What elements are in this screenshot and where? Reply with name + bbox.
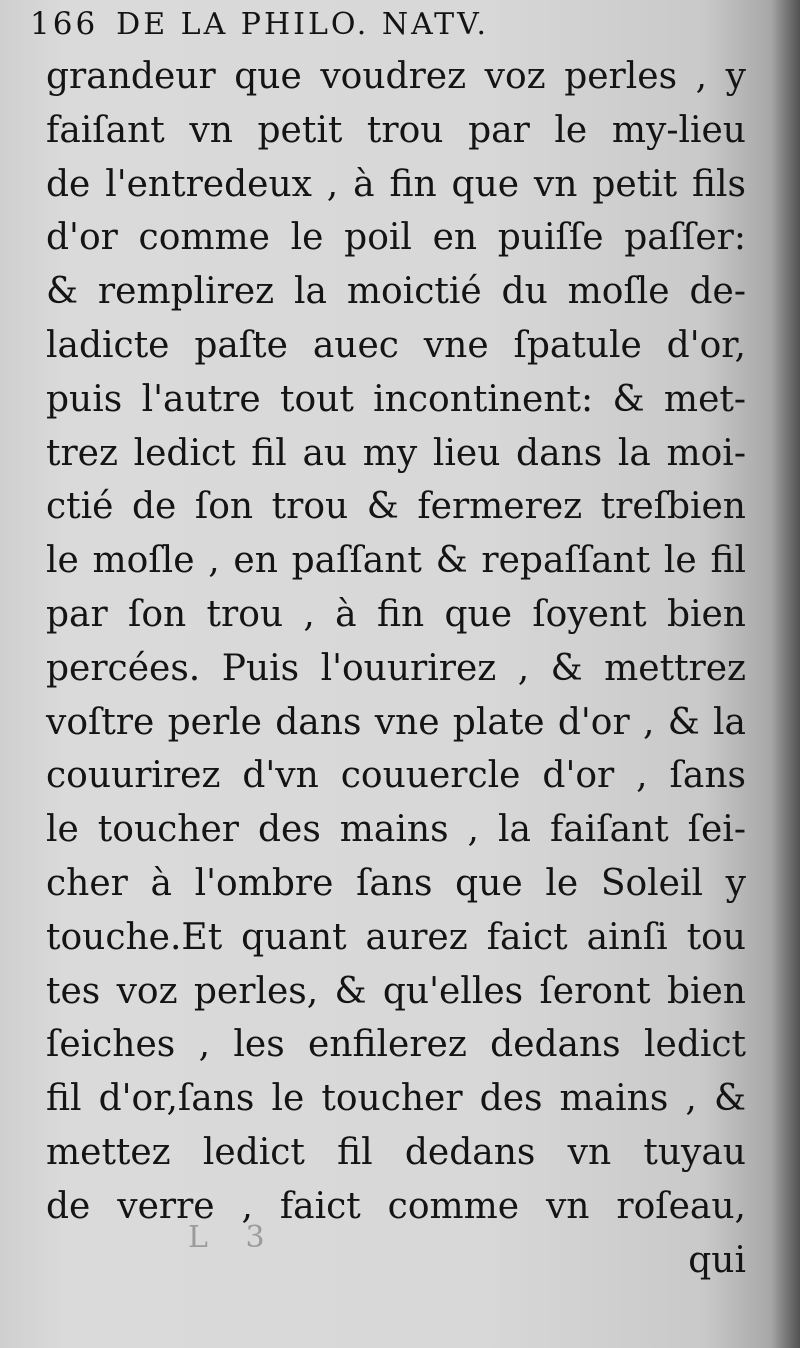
text-line: de verre , faict comme vn roſeau, bbox=[46, 1185, 746, 1227]
text-line: tes voz perles, & qu'elles ſeront bien bbox=[46, 970, 746, 1012]
text-line: fil d'or,ſans le toucher des mains , & bbox=[46, 1078, 746, 1120]
running-head bbox=[30, 2, 720, 46]
text-line: faiſant vn petit trou par le my-lieu bbox=[46, 109, 746, 151]
text-line: le moſle , en paſſant & repaſſant le fil bbox=[46, 540, 746, 582]
text-line: de l'entredeux , à fin que vn petit fils bbox=[46, 163, 746, 205]
text-line: & remplirez la moictié du moſle de- bbox=[46, 271, 746, 313]
page-number: 166 bbox=[30, 6, 99, 42]
body-text bbox=[46, 50, 746, 1287]
text-line: d'or comme le poil en puiſſe paſſer: bbox=[46, 217, 746, 259]
text-line: puis l'autre tout incontinent: & met- bbox=[46, 378, 746, 420]
text-line: trez ledict fil au my lieu dans la moi- bbox=[46, 432, 746, 474]
signature-mark: L 3 bbox=[188, 1220, 279, 1255]
text-line: ſeiches , les enfilerez dedans ledict bbox=[46, 1024, 746, 1066]
text-line: voſtre perle dans vne plate d'or , & la bbox=[46, 701, 746, 743]
catchword: qui bbox=[688, 1239, 746, 1281]
running-title: DE LA PHILO. NATV. bbox=[116, 6, 490, 42]
text-line: cher à l'ombre ſans que le Soleil y bbox=[46, 862, 746, 904]
text-line: par ſon trou , à fin que ſoyent bien bbox=[46, 593, 746, 635]
text-line: percées. Puis l'ouurirez , & mettrez bbox=[46, 647, 746, 689]
text-line: touche.Et quant aurez faict ainſi tou bbox=[46, 916, 746, 958]
text-line: mettez ledict fil dedans vn tuyau bbox=[46, 1131, 746, 1173]
text-line: le toucher des mains , la faiſant ſei- bbox=[46, 809, 746, 851]
text-line: couurirez d'vn couuercle d'or , ſans bbox=[46, 755, 746, 797]
text-line: grandeur que voudrez voz perles , y bbox=[46, 56, 746, 97]
text-line: ctié de ſon trou & fermerez treſbien bbox=[46, 486, 746, 528]
text-line: ladicte paſte auec vne ſpatule d'or, bbox=[46, 324, 746, 366]
